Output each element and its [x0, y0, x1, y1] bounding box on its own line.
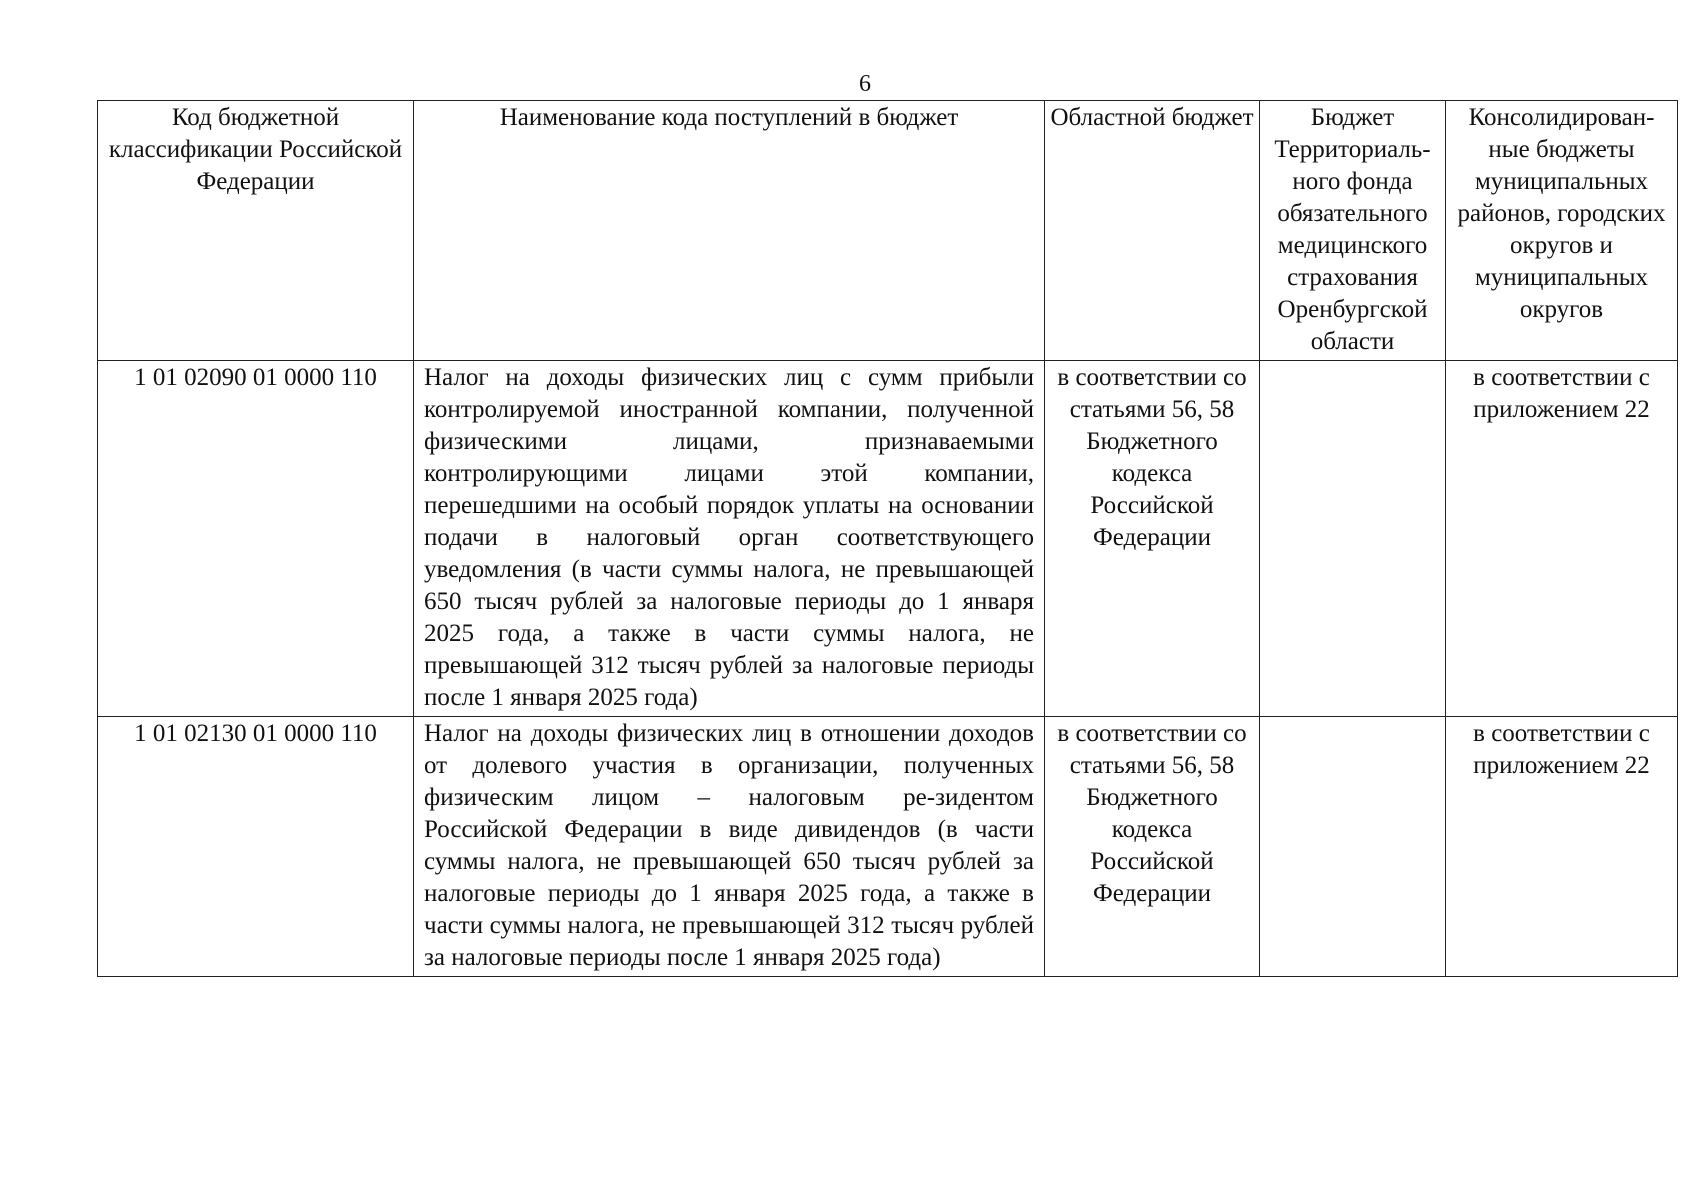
- table-row: [98, 717, 1678, 977]
- header-municipal-budgets: Консолидирован-ные бюджеты муниципальных районов, городских округов и муниципальных округов: [1446, 101, 1678, 361]
- budget-revenue-table: [97, 100, 1678, 977]
- budget-code-cell: 1 01 02090 01 0000 110: [98, 361, 414, 717]
- tfoms-budget-cell: [1260, 361, 1446, 717]
- budget-code-cell: 1 01 02130 01 0000 110: [98, 717, 414, 977]
- page-number: 6: [859, 71, 871, 97]
- revenue-name-cell: Налог на доходы физических лиц в отношении доходов от долевого участия в организации, полученных физическим лицом – налоговым ре-зидентом Российской Федерации в виде дивидендов (в части суммы налога, не превышающей 650 тысяч рублей за налоговые периоды до 1 января 2025 года, а также в части суммы налога, не превышающей 312 тысяч рублей за налоговые периоды после 1 января 2025 года): [414, 717, 1045, 977]
- header-revenue-name: Наименование кода поступлений в бюджет: [414, 101, 1045, 361]
- regional-budget-cell: в соответствии со статьями 56, 58 Бюджетного кодекса Российской Федерации: [1045, 361, 1260, 717]
- municipal-budget-cell: в соответствии с приложением 22: [1446, 717, 1678, 977]
- revenue-name-cell: Налог на доходы физических лиц с сумм прибыли контролируемой иностранной компании, полученной физическими лицами, признаваемыми контролирующими лицами этой компании, перешедшими на особый порядок уплаты на основании подачи в налоговый орган соответствующего уведомления (в части суммы налога, не превышающей 650 тысяч рублей за налоговые периоды до 1 января 2025 года, а также в части суммы налога, не превышающей 312 тысяч рублей за налоговые периоды после 1 января 2025 года): [414, 361, 1045, 717]
- header-tfoms-budget: Бюджет Территориаль-ного фонда обязательного медицинского страхования Оренбургской области: [1260, 101, 1446, 361]
- regional-budget-cell: в соответствии со статьями 56, 58 Бюджетного кодекса Российской Федерации: [1045, 717, 1260, 977]
- table-row: [98, 361, 1678, 717]
- municipal-budget-cell: в соответствии с приложением 22: [1446, 361, 1678, 717]
- tfoms-budget-cell: [1260, 717, 1446, 977]
- table-header-row: [98, 101, 1678, 361]
- header-regional-budget: Областной бюджет: [1045, 101, 1260, 361]
- header-budget-code: Код бюджетной классификации Российской Федерации: [98, 101, 414, 361]
